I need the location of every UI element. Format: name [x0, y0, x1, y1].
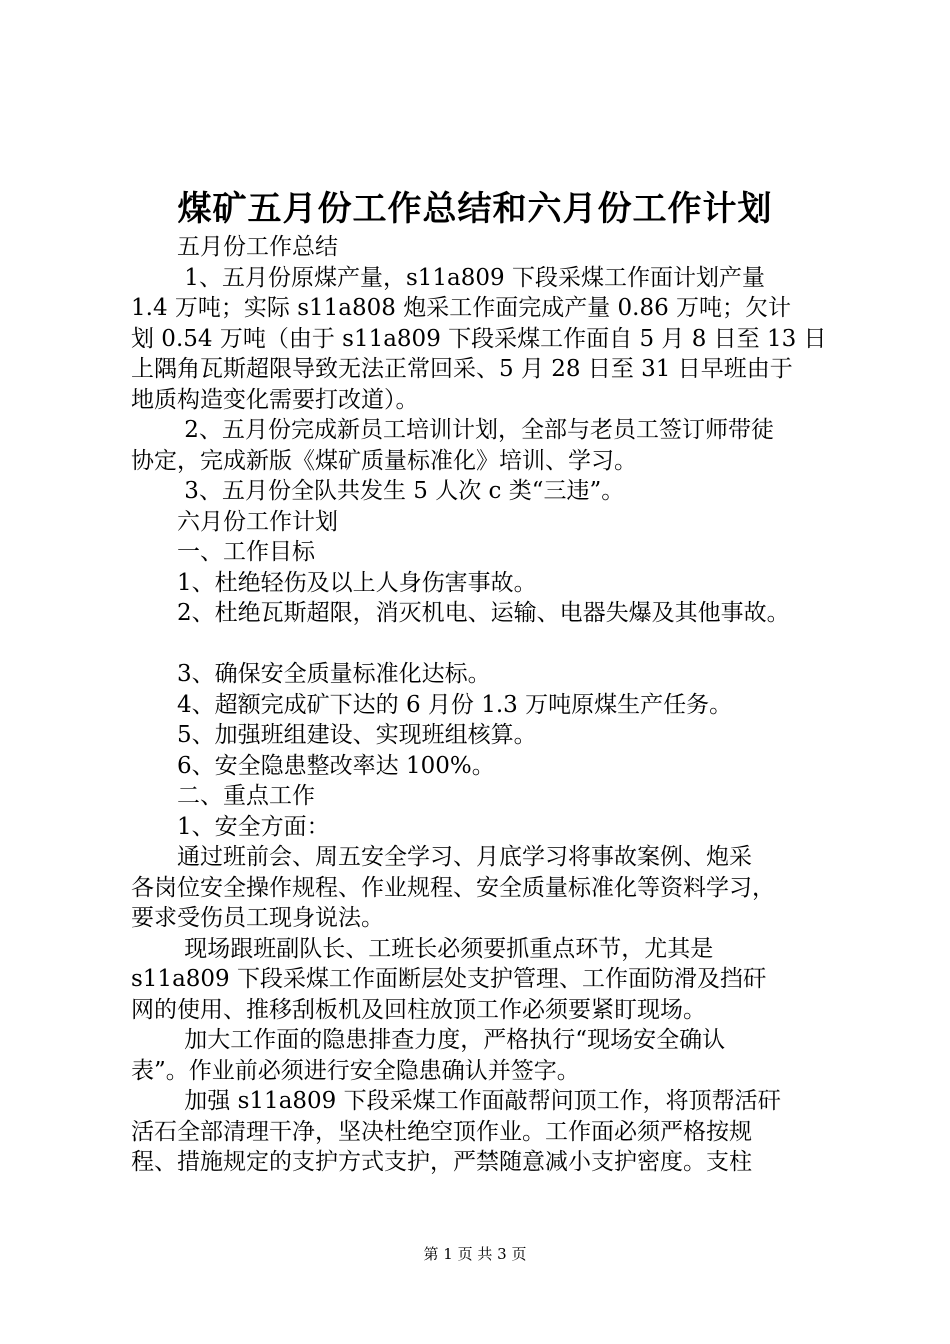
paragraph-line: 1.4 万吨；实际 s11a808 炮采工作面完成产量 0.86 万吨；欠计 — [131, 295, 792, 321]
paragraph-line: 加大工作面的隐患排查力度，严格执行“现场安全确认 — [131, 1027, 726, 1053]
subsection-heading: 一、工作目标 — [131, 539, 315, 565]
list-item: 1、杜绝轻伤及以上人身伤害事故。 — [131, 569, 537, 596]
paragraph-line: 上隅角瓦斯超限导致无法正常回采、5 月 28 日至 31 日早班由于 — [131, 356, 793, 382]
paragraph-line: 地质构造变化需要打改道）。 — [131, 386, 419, 413]
blank-line — [131, 629, 847, 660]
page-footer: 第 1 页 共 3 页 — [423, 1245, 527, 1263]
paragraph-line: 加强 s11a809 下段采煤工作面敲帮问顶工作，将顶帮活矸 — [131, 1088, 781, 1114]
list-item: 5、加强班组建设、实现班组核算。 — [131, 722, 537, 748]
list-item: 4、超额完成矿下达的 6 月份 1.3 万吨原煤生产任务。 — [131, 691, 733, 718]
list-item: 2、杜绝瓦斯超限，消灭机电、运输、电器失爆及其他事故。 — [131, 600, 790, 626]
paragraph-line: 各岗位安全操作规程、作业规程、安全质量标准化等资料学习， — [131, 874, 775, 901]
section-heading: 六月份工作计划 — [131, 508, 338, 535]
paragraph-line: 2、五月份完成新员工培训计划，全部与老员工签订师带徒 — [131, 417, 774, 443]
paragraph-line: 划 0.54 万吨（由于 s11a809 下段采煤工作面自 5 月 8 日至 13 日 — [131, 325, 827, 352]
paragraph-line: s11a809 下段采煤工作面断层处支护管理、工作面防滑及挡矸 — [131, 966, 766, 992]
section-heading: 五月份工作总结 — [131, 234, 338, 260]
paragraph-line: 要求受伤员工现身说法。 — [131, 905, 384, 931]
paragraph-line: 活石全部清理干净，坚决杜绝空顶作业。工作面必须严格按规 — [131, 1118, 752, 1145]
list-item: 3、确保安全质量标准化达标。 — [131, 661, 491, 687]
paragraph-line: 协定，完成新版《煤矿质量标准化》培训、学习。 — [131, 447, 637, 474]
paragraph-line: 通过班前会、周五安全学习、月底学习将事故案例、炮采 — [131, 844, 752, 870]
paragraph-line: 表”。作业前必须进行安全隐患确认并签字。 — [131, 1057, 580, 1084]
paragraph-line: 网的使用、推移刮板机及回柱放顶工作必须要紧盯现场。 — [131, 996, 706, 1023]
paragraph-line: 1、五月份原煤产量，s11a809 下段采煤工作面计划产量 — [131, 264, 765, 291]
paragraph-line: 现场跟班副队长、工班长必须要抓重点环节，尤其是 — [131, 935, 714, 962]
paragraph-line: 程、措施规定的支护方式支护，严禁随意减小支护密度。支柱 — [131, 1149, 752, 1175]
list-item: 6、安全隐患整改率达 100%。 — [131, 752, 495, 779]
paragraph-line: 3、五月份全队共发生 5 人次 c 类“三违”。 — [131, 478, 625, 504]
document-body — [131, 232, 847, 1178]
subsection-heading: 二、重点工作 — [131, 783, 315, 809]
list-item: 1、安全方面： — [131, 813, 330, 840]
document-title: 煤矿五月份工作总结和六月份工作计划 — [177, 189, 773, 229]
